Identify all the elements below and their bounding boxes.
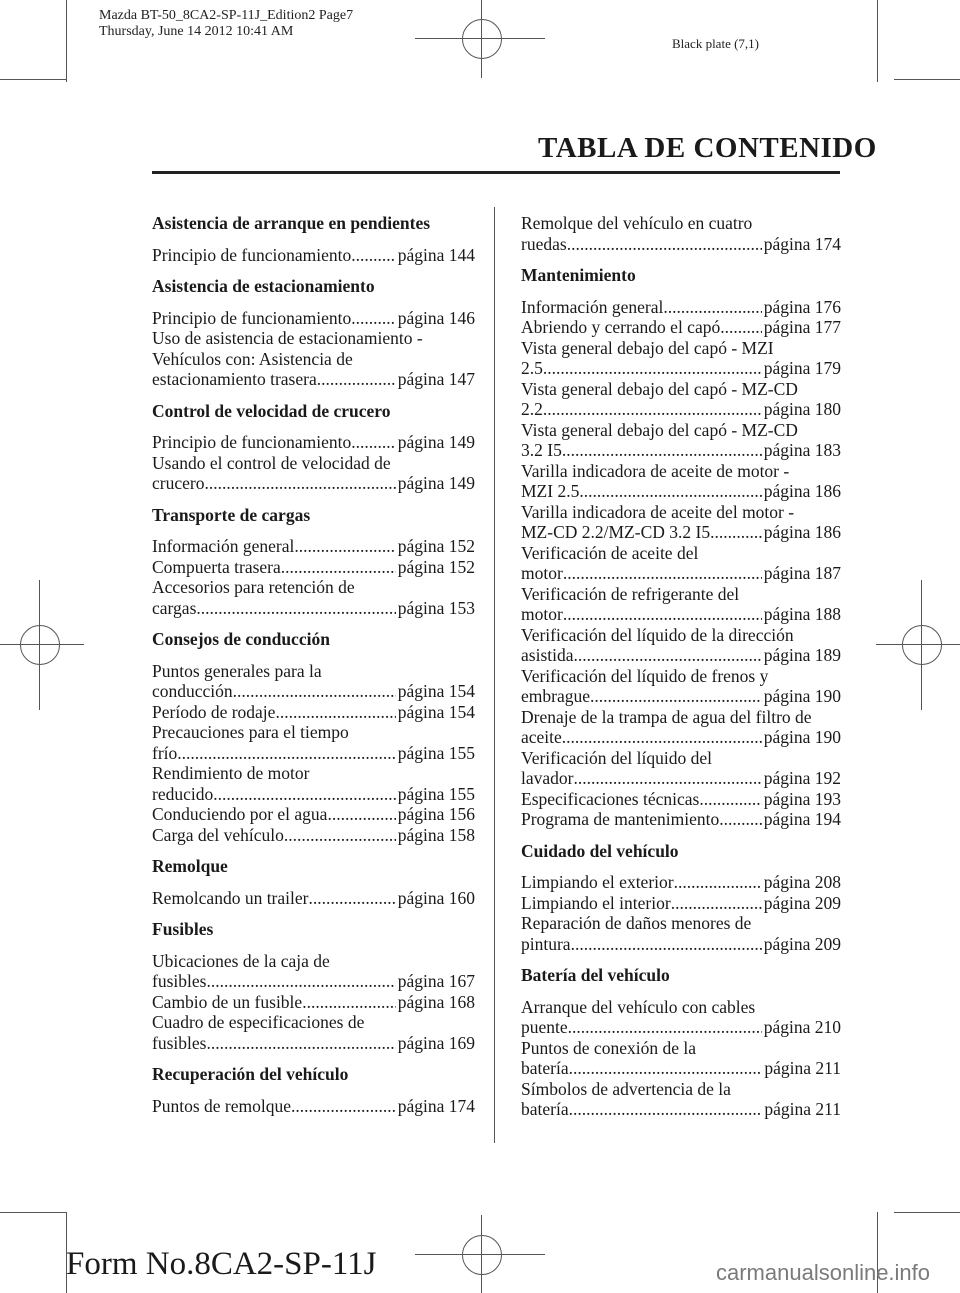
toc-page-ref: página 189 <box>763 645 841 665</box>
toc-page-ref: página 190 <box>763 686 841 706</box>
toc-entry[interactable] <box>152 308 475 329</box>
dot-leader <box>567 234 762 255</box>
toc-page-ref: página 156 <box>397 804 475 824</box>
dot-leader <box>568 1017 762 1038</box>
toc-entry-line: Puntos de conexión de la <box>521 1037 696 1058</box>
plate-label: Black plate (7,1) <box>672 36 759 51</box>
toc-entry-title: reducido <box>152 783 214 804</box>
dot-leader <box>317 369 396 390</box>
toc-entry-line: Verificación del líquido de la dirección <box>521 624 794 645</box>
toc-page-ref: página 192 <box>763 768 841 788</box>
toc-entry[interactable] <box>521 317 841 338</box>
toc-entry[interactable] <box>521 1099 841 1120</box>
toc-page-ref: página 183 <box>763 440 841 460</box>
toc-entry-title: Información general <box>152 536 295 556</box>
print-meta-line1: Mazda BT-50_8CA2-SP-11J_Edition2 Page7 <box>99 8 354 23</box>
toc-entry-title: Información general <box>521 296 664 317</box>
toc-entry[interactable] <box>152 681 475 702</box>
toc-entry[interactable] <box>152 432 475 453</box>
toc-entry-line: Reparación de daños menores de <box>521 913 752 933</box>
dot-leader <box>571 934 762 955</box>
section-entries <box>152 1096 475 1117</box>
toc-page-ref: página 154 <box>397 701 475 722</box>
toc-entry-title: fusibles <box>152 971 207 991</box>
section-heading: Mantenimiento <box>521 265 636 285</box>
toc-entry-title: fusibles <box>152 1032 207 1053</box>
toc-page-ref: página 180 <box>763 399 841 419</box>
toc-page-ref: página 144 <box>397 244 475 265</box>
toc-entry-title: ruedas <box>521 233 567 254</box>
section-heading: Recuperación del vehículo <box>152 1064 349 1084</box>
toc-entry-title: Limpiando el interior <box>521 892 671 913</box>
section-heading: Asistencia de estacionamiento <box>152 276 375 296</box>
crop-mark <box>877 0 878 82</box>
toc-entry[interactable] <box>152 1033 475 1054</box>
toc-entry-title: aceite <box>521 727 562 747</box>
dot-leader <box>204 473 395 494</box>
toc-entry-line: Verificación de refrigerante del <box>521 583 740 604</box>
toc-entry-title: motor <box>521 563 563 583</box>
dot-leader <box>573 768 761 789</box>
section-entries <box>521 213 841 254</box>
section-entries <box>152 951 475 1054</box>
toc-page-ref: página 186 <box>763 481 841 501</box>
toc-page-ref: página 153 <box>397 597 475 618</box>
toc-entry-title: Remolcando un trailer <box>152 887 309 908</box>
dot-leader <box>563 604 762 625</box>
toc-entry-title: cargas <box>152 597 197 618</box>
dot-leader <box>302 992 396 1013</box>
toc-entry[interactable] <box>521 1017 841 1038</box>
section-entries <box>152 536 475 618</box>
dot-leader <box>275 702 395 723</box>
section-heading: Consejos de conducción <box>152 629 330 649</box>
crop-mark <box>894 79 960 80</box>
section-entries <box>521 297 841 830</box>
section-entries <box>521 997 841 1120</box>
dot-leader <box>196 598 395 619</box>
section-heading: Transporte de cargas <box>152 504 311 525</box>
toc-entry-title: Principio de funcionamiento <box>152 307 352 328</box>
toc-page-ref: página 155 <box>397 783 475 804</box>
toc-entry-title: Compuerta trasera <box>152 556 281 577</box>
form-number: Form No.8CA2-SP-11J <box>66 1246 377 1282</box>
toc-entry-line: Vista general debajo del capó - MZ-CD <box>521 419 798 440</box>
toc-entry-title: frío <box>152 742 178 763</box>
toc-entry-title: motor <box>521 604 563 624</box>
dot-leader <box>569 1099 763 1120</box>
toc-page-ref: página 186 <box>763 522 841 542</box>
toc-page-ref: página 146 <box>397 307 475 328</box>
toc-entry[interactable] <box>152 825 475 846</box>
section-heading: Remolque <box>152 856 228 876</box>
print-meta <box>99 8 353 40</box>
column-divider <box>494 207 495 1143</box>
toc-entry-line: Varilla indicadora de aceite de motor - <box>521 460 790 481</box>
dot-leader <box>233 681 396 702</box>
section-entries <box>152 308 475 390</box>
dot-leader <box>351 432 395 453</box>
toc-entry-line: Remolque del vehículo en cuatro <box>521 213 753 233</box>
toc-entry-title: 2.2 <box>521 399 543 419</box>
section-heading: Fusibles <box>152 919 214 939</box>
dot-leader <box>719 809 761 830</box>
dot-leader <box>563 563 762 584</box>
toc-page-ref: página 177 <box>763 317 841 337</box>
toc-entry-title: Carga del vehículo <box>152 824 284 845</box>
toc-entry[interactable] <box>152 1096 475 1117</box>
toc-page-ref: página 193 <box>763 788 841 809</box>
toc-page-ref: página 154 <box>397 681 475 701</box>
toc-page-ref: página 149 <box>397 432 475 452</box>
toc-page-ref: página 211 <box>764 1058 841 1078</box>
dot-leader <box>281 557 396 578</box>
toc-entry-title: lavador <box>521 768 574 788</box>
toc-entry[interactable] <box>521 1058 841 1079</box>
toc-entry[interactable] <box>152 536 475 557</box>
toc-page-ref: página 147 <box>397 369 475 389</box>
section-entries <box>152 245 475 266</box>
toc-entry[interactable] <box>521 809 841 830</box>
dot-leader <box>294 536 395 557</box>
dot-leader <box>579 481 761 502</box>
toc-page-ref: página 169 <box>397 1032 475 1053</box>
toc-entry-title: estacionamiento trasera <box>152 369 317 389</box>
toc-entry[interactable] <box>521 234 841 255</box>
toc-page-ref: página 210 <box>763 1017 841 1037</box>
section-entries <box>152 432 475 494</box>
toc-entry[interactable] <box>152 598 475 619</box>
watermark: carmanualsonline.info <box>716 1260 931 1285</box>
toc-entry-line: Puntos generales para la <box>152 660 322 681</box>
toc-entry-title: batería <box>521 1058 569 1078</box>
toc-entry[interactable] <box>521 727 841 748</box>
toc-page-ref: página 208 <box>763 872 841 892</box>
toc-entry-title: MZI 2.5 <box>521 481 580 501</box>
toc-entry[interactable] <box>152 971 475 992</box>
crop-mark <box>66 0 67 82</box>
toc-entry-title: puente <box>521 1017 568 1037</box>
dot-leader <box>327 804 395 825</box>
toc-entry[interactable] <box>152 743 475 764</box>
toc-entry[interactable] <box>521 789 841 810</box>
toc-entry-title: batería <box>521 1099 569 1119</box>
toc-entry-line: Usando el control de velocidad de <box>152 452 391 473</box>
section-heading: Asistencia de arranque en pendientes <box>152 213 431 233</box>
toc-entry[interactable] <box>152 245 475 266</box>
toc-page-ref: página 209 <box>763 933 841 954</box>
toc-right-column <box>521 213 841 1131</box>
section-heading: Batería del vehículo <box>521 965 670 985</box>
toc-entry[interactable] <box>521 686 841 707</box>
toc-entry[interactable] <box>521 645 841 666</box>
toc-entry-line: Símbolos de advertencia de la <box>521 1078 731 1099</box>
toc-entry-line: Arranque del vehículo con cables <box>521 996 756 1017</box>
dot-leader <box>213 784 395 805</box>
toc-entry[interactable] <box>521 563 841 584</box>
dot-leader <box>308 888 395 909</box>
toc-entry[interactable] <box>521 358 841 379</box>
toc-page-ref: página 152 <box>397 556 475 577</box>
toc-entry-title: MZ-CD 2.2/MZ-CD 3.2 I5 <box>521 522 711 542</box>
toc-entry[interactable] <box>152 992 475 1013</box>
crop-mark <box>0 79 66 80</box>
toc-entry-line: Cuadro de especificaciones de <box>152 1012 365 1032</box>
toc-entry-title: crucero <box>152 473 205 493</box>
toc-entry[interactable] <box>521 297 841 318</box>
toc-entry[interactable] <box>152 473 475 494</box>
dot-leader <box>562 727 762 748</box>
dot-leader <box>351 245 395 266</box>
toc-page-ref: página 155 <box>397 742 475 763</box>
toc-entry[interactable] <box>152 888 475 909</box>
toc-entry-line: Uso de asistencia de estacionamiento - <box>152 328 423 348</box>
dot-leader <box>710 522 762 543</box>
toc-page-ref: página 179 <box>763 358 841 378</box>
dot-leader <box>720 317 762 338</box>
dot-leader <box>590 686 762 707</box>
toc-page-ref: página 167 <box>397 971 475 991</box>
toc-entry-title: 2.5 <box>521 358 543 378</box>
toc-entry-title: conducción <box>152 681 233 701</box>
toc-page-ref: página 174 <box>763 233 841 254</box>
toc-entry-title: pintura <box>521 933 571 954</box>
toc-entry-line: Varilla indicadora de aceite del motor - <box>521 501 795 522</box>
toc-entry-title: Limpiando el exterior <box>521 872 674 892</box>
dot-leader <box>699 789 761 810</box>
toc-entry-title: Especificaciones técnicas <box>521 788 700 809</box>
toc-entry[interactable] <box>521 399 841 420</box>
toc-page-ref: página 209 <box>763 892 841 913</box>
dot-leader <box>674 872 762 893</box>
toc-page-ref: página 194 <box>763 809 841 829</box>
dot-leader <box>291 1096 396 1117</box>
toc-left-column <box>152 213 475 1127</box>
dot-leader <box>206 1033 395 1054</box>
toc-entry[interactable] <box>521 768 841 789</box>
toc-entry-title: Puntos de remolque <box>152 1095 292 1116</box>
toc-entry-title: Abriendo y cerrando el capó <box>521 317 721 337</box>
toc-entry-title: Período de rodaje <box>152 701 276 722</box>
toc-page-ref: página 149 <box>397 473 475 493</box>
toc-page-ref: página 176 <box>763 296 841 317</box>
toc-entry-line: Precauciones para el tiempo <box>152 722 349 742</box>
toc-entry-line: Vista general debajo del capó - MZI <box>521 337 774 358</box>
dot-leader <box>574 645 762 666</box>
toc-entry-title: Principio de funcionamiento <box>152 432 352 452</box>
toc-entry[interactable] <box>152 804 475 825</box>
toc-entry-title: embrague <box>521 686 590 706</box>
dot-leader <box>543 399 762 420</box>
dot-leader <box>206 971 395 992</box>
crop-mark <box>894 1212 960 1213</box>
toc-entry-line: Rendimiento de motor <box>152 763 310 783</box>
toc-entry[interactable] <box>521 522 841 543</box>
toc-page-ref: página 187 <box>763 563 841 583</box>
dot-leader <box>177 743 395 764</box>
toc-entry-title: asistida <box>521 645 574 665</box>
dot-leader <box>562 440 762 461</box>
toc-entry-line: Verificación de aceite del <box>521 542 699 563</box>
toc-entry[interactable] <box>152 369 475 390</box>
toc-entry[interactable] <box>521 934 841 955</box>
toc-entry[interactable] <box>152 702 475 723</box>
toc-entry-title: Programa de mantenimiento <box>521 809 720 829</box>
section-heading: Control de velocidad de crucero <box>152 400 391 421</box>
toc-entry-line: Accesorios para retención de <box>152 577 355 597</box>
toc-entry[interactable] <box>521 604 841 625</box>
toc-entry-line: Verificación del líquido de frenos y <box>521 665 769 686</box>
toc-page-ref: página 160 <box>397 887 475 908</box>
toc-entry-line: Ubicaciones de la caja de <box>152 950 330 971</box>
section-heading: Cuidado del vehículo <box>521 840 679 861</box>
section-entries <box>152 661 475 846</box>
toc-entry-title: 3.2 I5 <box>521 440 562 460</box>
toc-entry[interactable] <box>152 784 475 805</box>
toc-entry-line: Drenaje de la trampa de agua del filtro de <box>521 706 812 727</box>
toc-page-ref: página 152 <box>397 536 475 556</box>
toc-entry-line: Vista general debajo del capó - MZ-CD <box>521 378 798 399</box>
page-title: TABLA DE CONTENIDO <box>538 132 877 164</box>
toc-entry-title: Cambio de un fusible <box>152 991 303 1012</box>
dot-leader <box>569 1058 763 1079</box>
toc-page-ref: página 174 <box>397 1095 475 1116</box>
toc-page-ref: página 158 <box>397 824 475 845</box>
toc-page-ref: página 211 <box>764 1099 841 1119</box>
crop-mark <box>0 1212 66 1213</box>
dot-leader <box>543 358 762 379</box>
toc-page-ref: página 168 <box>397 991 475 1012</box>
toc-page-ref: página 188 <box>763 604 841 624</box>
header-rule <box>152 171 840 174</box>
dot-leader <box>351 308 395 329</box>
toc-entry[interactable] <box>521 440 841 461</box>
dot-leader <box>284 825 396 846</box>
toc-entry[interactable] <box>521 872 841 893</box>
section-entries <box>521 872 841 954</box>
toc-entry[interactable] <box>521 893 841 914</box>
dot-leader <box>671 893 762 914</box>
print-meta-line2: Thursday, June 14 2012 10:41 AM <box>99 24 294 39</box>
toc-entry-line: Verificación del líquido del <box>521 747 712 768</box>
toc-entry[interactable] <box>521 481 841 502</box>
toc-entry-title: Conduciendo por el agua <box>152 804 328 824</box>
toc-entry-line: Vehículos con: Asistencia de <box>152 348 353 369</box>
toc-page-ref: página 190 <box>763 727 841 747</box>
dot-leader <box>663 297 761 318</box>
section-entries <box>152 888 475 909</box>
toc-entry[interactable] <box>152 557 475 578</box>
toc-entry-title: Principio de funcionamiento <box>152 244 352 265</box>
